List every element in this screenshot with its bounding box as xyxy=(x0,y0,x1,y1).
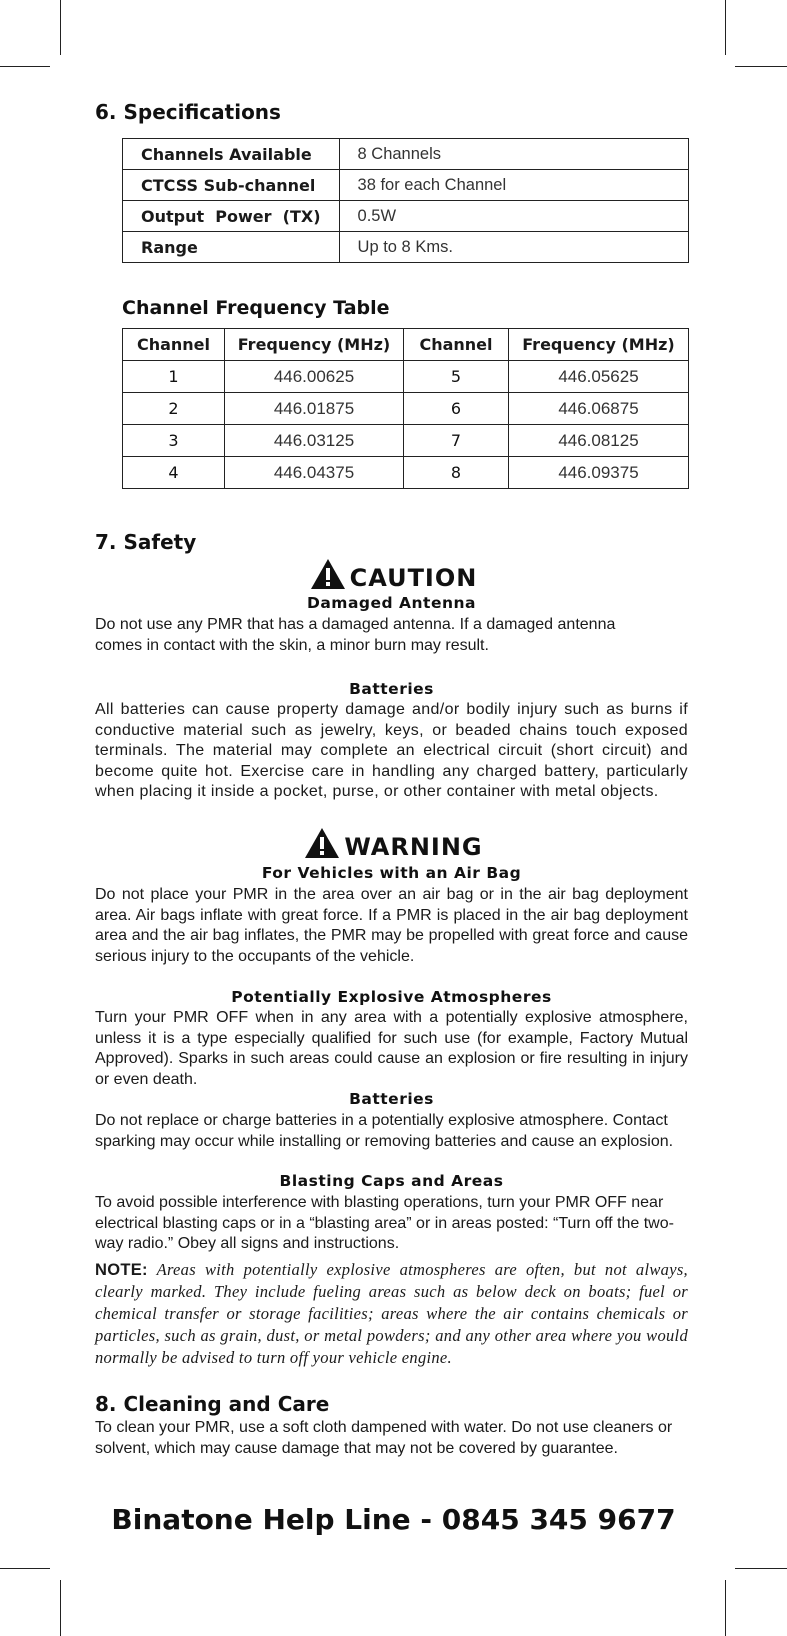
note-text: Areas with potentially explosive atmospheres are often, but not always, clearly marked. They include fueling areas such as below deck on boats; fuel or chemical transfer or storage facilities; areas where the air contains chemicals or particles, such as grain, dust, or metal powders; and any other area where you would normally be advised to turn off your vehicle engine. xyxy=(95,1260,688,1367)
channel-cell: 6 xyxy=(404,393,509,425)
frequency-table xyxy=(122,328,689,489)
table-header-row xyxy=(123,329,689,361)
warning-triangle-icon xyxy=(310,558,346,590)
spec-label: Range xyxy=(123,232,340,263)
frequency-cell: 446.08125 xyxy=(509,425,689,457)
frequency-cell: 446.00625 xyxy=(225,361,404,393)
frequency-cell: 446.06875 xyxy=(509,393,689,425)
air-bag-text: Do not place your PMR in the area over an air bag or in the air bag deployment area. Air bags inflate with great force. If a PMR is placed in the air bag deployment area and the air bag inflates, the PMR may be propelled with great force and cause serious injury to the occupants of the vehicle. xyxy=(95,886,688,965)
spec-value: 8 Channels xyxy=(339,139,688,170)
blasting-caps-text: To avoid possible interference with blasting operations, turn your PMR OFF near electrical blasting caps or in a “blasting area” or in areas posted: “Turn off the two-way radio.” Obey all signs and instructions. xyxy=(95,1194,674,1252)
crop-mark xyxy=(60,0,61,55)
damaged-antenna-heading: Damaged Antenna xyxy=(306,594,477,612)
caution-banner xyxy=(0,558,787,592)
column-header: Frequency (MHz) xyxy=(225,329,404,361)
batteries-heading: Batteries xyxy=(349,680,434,698)
table-row xyxy=(123,232,689,263)
channel-cell: 1 xyxy=(123,361,225,393)
crop-mark xyxy=(0,66,50,67)
table-row xyxy=(123,201,689,232)
frequency-cell: 446.05625 xyxy=(509,361,689,393)
damaged-antenna-text: Do not use any PMR that has a damaged antenna. If a damaged antenna comes in contact with the skin, a minor burn may result. xyxy=(95,616,616,654)
frequency-cell: 446.03125 xyxy=(225,425,404,457)
note-label: NOTE: xyxy=(95,1261,148,1279)
cleaning-text: To clean your PMR, use a soft cloth dampened with water. Do not use cleaners or solvent, which may cause damage that may not be covered by guarantee. xyxy=(95,1419,673,1457)
table-row xyxy=(123,361,689,393)
warning-banner xyxy=(0,827,787,861)
channel-cell: 7 xyxy=(404,425,509,457)
table-row xyxy=(123,170,689,201)
channel-cell: 3 xyxy=(123,425,225,457)
spec-label: Channels Available xyxy=(123,139,340,170)
frequency-table-title: Channel Frequency Table xyxy=(122,297,390,319)
column-header: Channel xyxy=(404,329,509,361)
frequency-cell: 446.09375 xyxy=(509,457,689,489)
explosive-batteries-text: Do not replace or charge batteries in a potentially explosive atmosphere. Contact sparking may occur while installing or removing batteries and cause an explosion. xyxy=(95,1112,674,1150)
spec-value: 0.5W xyxy=(339,201,688,232)
channel-cell: 5 xyxy=(404,361,509,393)
crop-mark xyxy=(725,1580,726,1636)
spec-value: Up to 8 Kms. xyxy=(339,232,688,263)
spec-label: CTCSS Sub-channel xyxy=(123,170,340,201)
table-row xyxy=(123,393,689,425)
note-paragraph xyxy=(95,1259,688,1369)
channel-cell: 8 xyxy=(404,457,509,489)
frequency-cell: 446.01875 xyxy=(225,393,404,425)
explosive-atmospheres-text: Turn your PMR OFF when in any area with a potentially explosive atmosphere, unless it is a type especially qualified for such use (for example, Factory Mutual Approved). Sparks in such areas could cause an explosion or fire resulting in injury or even death. xyxy=(95,1009,688,1088)
channel-cell: 2 xyxy=(123,393,225,425)
table-row xyxy=(123,425,689,457)
frequency-cell: 446.04375 xyxy=(225,457,404,489)
help-line: Binatone Help Line - 0845 345 9677 xyxy=(111,1503,676,1536)
spec-label: Output Power (TX) xyxy=(123,201,340,232)
explosive-batteries-heading: Batteries xyxy=(349,1090,434,1108)
column-header: Channel xyxy=(123,329,225,361)
cleaning-title: 8. Cleaning and Care xyxy=(95,1392,330,1416)
table-row xyxy=(123,139,689,170)
crop-mark xyxy=(0,1568,50,1569)
table-row xyxy=(123,457,689,489)
specifications-title: 6. Specifications xyxy=(95,100,281,124)
air-bag-heading: For Vehicles with an Air Bag xyxy=(261,864,522,882)
spec-value: 38 for each Channel xyxy=(339,170,688,201)
channel-cell: 4 xyxy=(123,457,225,489)
column-header: Frequency (MHz) xyxy=(509,329,689,361)
crop-mark xyxy=(735,1568,787,1569)
warning-label: WARNING xyxy=(344,833,483,861)
blasting-caps-heading: Blasting Caps and Areas xyxy=(279,1172,504,1190)
batteries-text: All batteries can cause property damage and/or bodily injury such as burns if conductive material such as jewelry, keys, or beaded chains touch exposed terminals. The material may complete an electrical circuit (short circuit) and become quite hot. Exercise care in handling any charged battery, particularly when placing it inside a pocket, purse, or other container with metal objects. xyxy=(95,701,688,800)
specifications-table xyxy=(122,138,689,263)
crop-mark xyxy=(725,0,726,55)
explosive-atmospheres-heading: Potentially Explosive Atmospheres xyxy=(231,988,552,1006)
crop-mark xyxy=(60,1580,61,1636)
warning-triangle-icon xyxy=(304,827,340,859)
caution-label: CAUTION xyxy=(349,564,478,592)
crop-mark xyxy=(735,66,787,67)
safety-title: 7. Safety xyxy=(95,530,197,554)
